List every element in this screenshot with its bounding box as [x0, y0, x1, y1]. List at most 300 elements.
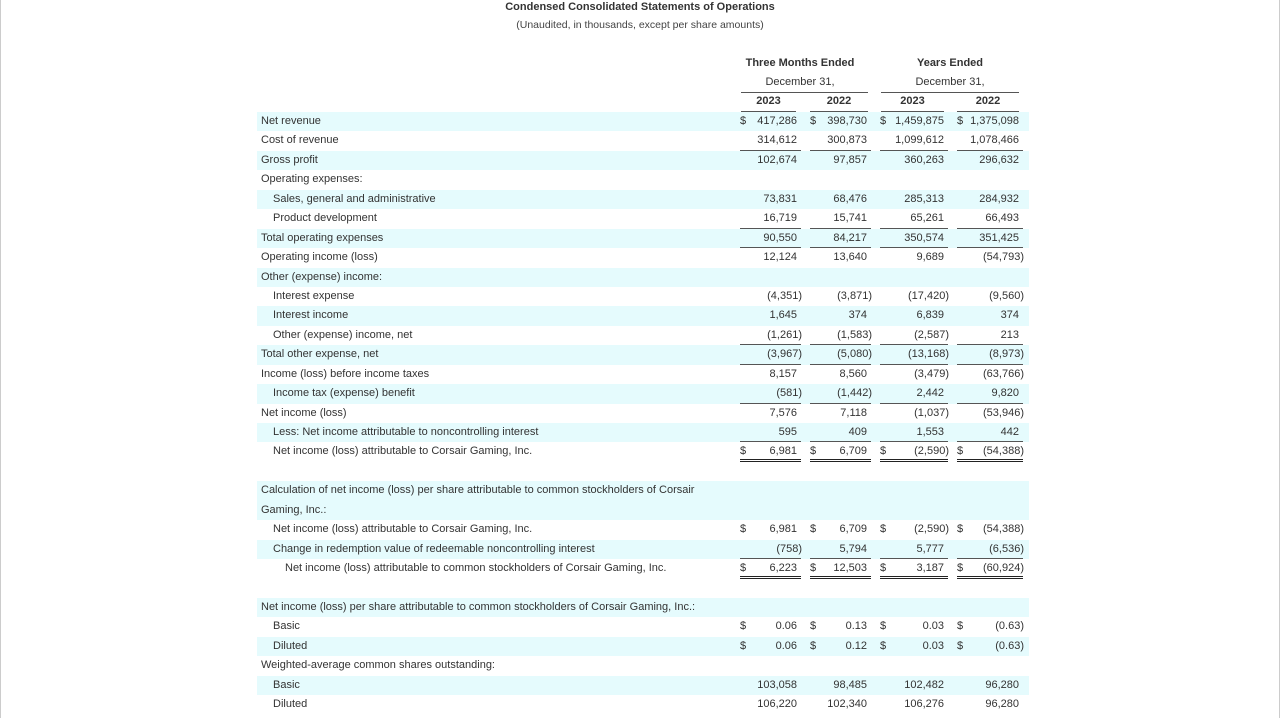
currency-symbol: $	[957, 523, 964, 536]
cell-content	[740, 345, 801, 364]
value-cell	[735, 598, 805, 617]
cell-value: 3,187	[916, 562, 944, 575]
cell-value: 7,118	[840, 406, 867, 419]
currency-symbol: $	[880, 639, 887, 652]
cell-value: 296,632	[979, 153, 1019, 166]
value-cell	[735, 345, 805, 364]
value-cell	[735, 287, 805, 306]
value-cell	[952, 656, 1027, 675]
cell-value: 9,689	[916, 251, 944, 264]
value-cell	[875, 209, 952, 228]
cell-content	[880, 345, 948, 364]
row-label: Gross profit	[261, 153, 318, 166]
cell-content	[957, 248, 1023, 267]
value-cell	[952, 326, 1027, 345]
table-row	[257, 598, 1029, 617]
table-row	[257, 540, 1029, 559]
cell-content	[740, 151, 801, 170]
row-label: Income (loss) before income taxes	[261, 367, 430, 380]
statement-table	[257, 112, 1029, 715]
cell-content	[740, 442, 801, 461]
cell-content	[740, 676, 801, 695]
value-cell	[805, 520, 875, 539]
value-cell	[805, 579, 875, 598]
currency-symbol: $	[880, 445, 887, 458]
cell-content	[810, 131, 871, 150]
row-label: Total operating expenses	[261, 231, 384, 244]
three-months-date: December 31,	[765, 76, 835, 88]
value-cell	[805, 248, 875, 267]
value-cell	[735, 306, 805, 325]
cell-content	[880, 384, 948, 403]
cell-content	[880, 151, 948, 170]
cell-value: (3,871)	[837, 289, 872, 302]
table-row	[257, 287, 1029, 306]
cell-value: 90,550	[763, 231, 797, 244]
value-cell	[875, 112, 952, 131]
cell-value: 68,476	[833, 192, 867, 205]
value-cell	[805, 481, 875, 520]
cell-value: 442	[1000, 426, 1019, 438]
cell-value: (2,590)	[914, 445, 949, 458]
table-row	[257, 112, 1029, 131]
cell-content	[957, 287, 1023, 306]
cell-content	[957, 559, 1023, 578]
row-label: Net income (loss)	[261, 406, 347, 419]
cell-content	[740, 404, 801, 423]
cell-content	[810, 345, 871, 364]
cell-content	[810, 559, 871, 578]
cell-value: (2,587)	[914, 328, 949, 341]
value-cell	[875, 170, 952, 189]
table-row	[257, 131, 1029, 150]
cell-value: 96,280	[985, 698, 1019, 711]
cell-value: 5,777	[916, 542, 944, 555]
value-cell	[805, 112, 875, 131]
cell-content	[740, 423, 801, 442]
value-cell	[805, 637, 875, 656]
value-cell	[735, 190, 805, 209]
row-label: Operating income (loss)	[261, 251, 378, 264]
cell-value: 103,058	[757, 678, 797, 691]
cell-content	[957, 306, 1023, 325]
cell-content	[880, 442, 948, 461]
table-row	[257, 462, 1029, 481]
value-cell	[805, 229, 875, 248]
value-cell	[875, 268, 952, 287]
value-cell	[805, 190, 875, 209]
cell-content	[957, 209, 1023, 228]
table-row	[257, 617, 1029, 636]
cell-value: (3,479)	[914, 367, 949, 380]
year-col-1: 2023	[756, 95, 781, 107]
header-rule	[741, 92, 868, 93]
cell-content	[957, 131, 1023, 150]
value-cell	[735, 637, 805, 656]
cell-value: 284,932	[979, 192, 1019, 205]
value-cell	[952, 151, 1027, 170]
value-cell	[735, 481, 805, 520]
cell-content	[880, 287, 948, 306]
currency-symbol: $	[810, 620, 817, 633]
value-cell	[805, 442, 875, 461]
value-cell	[875, 520, 952, 539]
currency-symbol: $	[957, 115, 964, 127]
cell-value: 1,375,098	[970, 115, 1019, 127]
cell-value: 360,263	[904, 153, 944, 166]
cell-content	[740, 540, 801, 559]
cell-value: 13,640	[833, 251, 867, 264]
currency-symbol: $	[880, 620, 887, 633]
cell-value: 0.06	[775, 620, 797, 633]
cell-value: (54,793)	[983, 251, 1024, 264]
value-cell	[952, 637, 1027, 656]
currency-symbol: $	[957, 445, 964, 458]
value-cell	[952, 423, 1027, 442]
years-date: December 31,	[915, 76, 985, 88]
value-cell	[875, 481, 952, 520]
cell-content	[810, 190, 871, 209]
cell-value: 213	[1000, 328, 1019, 341]
table-row	[257, 423, 1029, 442]
cell-content	[740, 229, 801, 248]
cell-content	[957, 365, 1023, 384]
value-cell	[805, 306, 875, 325]
value-cell	[952, 170, 1027, 189]
value-cell	[952, 617, 1027, 636]
currency-symbol: $	[740, 445, 747, 458]
cell-value: (60,924)	[983, 562, 1024, 575]
value-cell	[735, 209, 805, 228]
value-cell	[735, 695, 805, 714]
value-cell	[735, 248, 805, 267]
cell-value: 1,459,875	[895, 115, 944, 127]
cell-value: 6,839	[916, 309, 944, 322]
table-row	[257, 384, 1029, 403]
cell-content	[810, 287, 871, 306]
value-cell	[735, 442, 805, 461]
cell-value: 0.12	[845, 639, 867, 652]
year-col-2: 2022	[826, 95, 852, 107]
value-cell	[952, 559, 1027, 578]
cell-value: (8,973)	[989, 348, 1024, 361]
value-cell	[805, 404, 875, 423]
value-cell	[805, 540, 875, 559]
cell-value: 2,442	[916, 387, 944, 400]
value-cell	[805, 695, 875, 714]
cell-value: (3,967)	[767, 348, 802, 361]
cell-value: 417,286	[757, 115, 797, 127]
cell-value: 106,276	[904, 698, 944, 711]
currency-symbol: $	[740, 639, 747, 652]
value-cell	[735, 404, 805, 423]
row-label: Net revenue	[261, 115, 321, 127]
cell-value: 7,576	[769, 406, 797, 419]
cell-content	[810, 676, 871, 695]
value-cell	[735, 656, 805, 675]
cell-content	[880, 559, 948, 578]
cell-content	[740, 248, 801, 267]
cell-value: 1,099,612	[895, 134, 944, 147]
currency-symbol: $	[957, 639, 964, 652]
cell-content	[957, 423, 1023, 442]
table-row	[257, 481, 1029, 520]
value-cell	[805, 598, 875, 617]
cell-content	[810, 112, 871, 131]
value-cell	[875, 676, 952, 695]
cell-value: 374	[1000, 309, 1019, 322]
value-cell	[952, 268, 1027, 287]
value-cell	[952, 190, 1027, 209]
cell-value: (54,388)	[983, 523, 1024, 536]
value-cell	[952, 248, 1027, 267]
cell-value: 1,645	[769, 309, 797, 322]
value-cell	[805, 287, 875, 306]
value-cell	[735, 423, 805, 442]
cell-content	[880, 423, 948, 442]
cell-content	[740, 326, 801, 345]
cell-value: 595	[778, 426, 797, 438]
table-row	[257, 190, 1029, 209]
value-cell	[952, 404, 1027, 423]
cell-content	[880, 617, 948, 636]
row-label: Income tax (expense) benefit	[273, 387, 415, 400]
cell-value: (5,080)	[837, 348, 872, 361]
row-label: Change in redemption value of redeemable noncontrolling interest	[273, 542, 595, 555]
row-label: Other (expense) income, net	[273, 328, 413, 341]
cell-value: (13,168)	[908, 348, 949, 361]
cell-value: (9,560)	[989, 289, 1024, 302]
value-cell	[805, 423, 875, 442]
cell-content	[740, 637, 801, 656]
years-header: Years Ended	[916, 57, 984, 69]
cell-value: (758)	[776, 542, 802, 555]
cell-value: 314,612	[757, 134, 797, 147]
currency-symbol: $	[957, 562, 964, 575]
cell-content	[880, 306, 948, 325]
value-cell	[875, 384, 952, 403]
cell-content	[880, 248, 948, 267]
cell-value: 96,280	[985, 678, 1019, 691]
cell-content	[880, 695, 948, 714]
cell-value: 1,078,466	[970, 134, 1019, 147]
value-cell	[875, 229, 952, 248]
cell-content	[957, 540, 1023, 559]
cell-value: 0.03	[922, 639, 944, 652]
three-months-header: Three Months Ended	[745, 57, 855, 69]
cell-value: 0.06	[775, 639, 797, 652]
cell-value: (6,536)	[989, 542, 1024, 555]
cell-content	[880, 540, 948, 559]
cell-value: 66,493	[985, 212, 1019, 225]
value-cell	[875, 423, 952, 442]
currency-symbol: $	[810, 639, 817, 652]
cell-content	[740, 287, 801, 306]
cell-value: (54,388)	[983, 445, 1024, 458]
cell-content	[957, 637, 1023, 656]
row-label: Interest income	[273, 309, 349, 322]
currency-symbol: $	[740, 523, 747, 536]
value-cell	[875, 442, 952, 461]
value-cell	[805, 462, 875, 481]
cell-value: (0.63)	[995, 639, 1024, 652]
cell-value: 6,709	[839, 523, 867, 536]
cell-value: 8,157	[769, 367, 797, 380]
cell-content	[957, 695, 1023, 714]
value-cell	[952, 384, 1027, 403]
year-col-4: 2022	[975, 95, 1001, 107]
cell-content	[810, 695, 871, 714]
currency-symbol: $	[810, 115, 817, 127]
row-label: Calculation of net income (loss) per share attributable to common stockholders of Corsair Gaming, Inc.:	[261, 484, 695, 516]
table-row	[257, 579, 1029, 598]
cell-content	[810, 151, 871, 170]
value-cell	[735, 131, 805, 150]
cell-content	[880, 131, 948, 150]
value-cell	[875, 151, 952, 170]
value-cell	[875, 326, 952, 345]
cell-content	[880, 676, 948, 695]
cell-value: 98,485	[833, 678, 867, 691]
value-cell	[875, 617, 952, 636]
row-label	[257, 579, 735, 598]
value-cell	[952, 579, 1027, 598]
currency-symbol: $	[740, 115, 747, 127]
statement-subtitle: (Unaudited, in thousands, except per share amounts)	[516, 19, 764, 31]
row-label: Other (expense) income:	[261, 270, 383, 283]
currency-symbol: $	[740, 620, 747, 633]
row-label: Net income (loss) attributable to Corsair Gaming, Inc.	[273, 523, 533, 536]
cell-value: (1,442)	[837, 387, 872, 400]
value-cell	[735, 170, 805, 189]
cell-content	[957, 345, 1023, 364]
table-row	[257, 209, 1029, 228]
value-cell	[735, 151, 805, 170]
value-cell	[875, 540, 952, 559]
table-row	[257, 656, 1029, 675]
cell-content	[810, 520, 871, 539]
currency-symbol: $	[880, 523, 887, 536]
row-label: Diluted	[273, 698, 308, 711]
cell-content	[810, 384, 871, 403]
row-label: Net income (loss) attributable to common stockholders of Corsair Gaming, Inc.	[285, 562, 667, 575]
cell-value: 97,857	[833, 153, 867, 166]
value-cell	[952, 131, 1027, 150]
value-cell	[735, 268, 805, 287]
value-cell	[952, 676, 1027, 695]
cell-content	[880, 229, 948, 248]
cell-content	[880, 404, 948, 423]
cell-content	[810, 365, 871, 384]
value-cell	[805, 345, 875, 364]
row-label: Interest expense	[273, 289, 355, 302]
header-rule	[881, 92, 1019, 93]
value-cell	[805, 656, 875, 675]
cell-value: 409	[848, 426, 867, 438]
cell-value: 16,719	[763, 212, 797, 225]
value-cell	[875, 462, 952, 481]
value-cell	[952, 306, 1027, 325]
cell-content	[957, 520, 1023, 539]
value-cell	[735, 365, 805, 384]
value-cell	[805, 676, 875, 695]
cell-content	[810, 306, 871, 325]
table-row	[257, 695, 1029, 714]
cell-value: (2,590)	[914, 523, 949, 536]
cell-content	[740, 559, 801, 578]
value-cell	[805, 559, 875, 578]
table-row	[257, 345, 1029, 364]
cell-value: 84,217	[833, 231, 867, 244]
value-cell	[805, 384, 875, 403]
currency-symbol: $	[740, 562, 747, 575]
value-cell	[952, 462, 1027, 481]
cell-content	[740, 617, 801, 636]
currency-symbol: $	[810, 445, 817, 458]
cell-content	[880, 326, 948, 345]
cell-content	[957, 404, 1023, 423]
value-cell	[875, 656, 952, 675]
value-cell	[875, 287, 952, 306]
cell-content	[740, 112, 801, 131]
cell-value: (0.63)	[995, 620, 1024, 633]
value-cell	[805, 365, 875, 384]
row-label: Diluted	[273, 639, 308, 652]
value-cell	[735, 559, 805, 578]
row-label: Net income (loss) attributable to Corsair Gaming, Inc.	[273, 445, 533, 458]
cell-content	[810, 248, 871, 267]
row-label: Product development	[273, 212, 377, 225]
cell-content	[957, 326, 1023, 345]
value-cell	[952, 695, 1027, 714]
table-row	[257, 365, 1029, 384]
cell-content	[880, 365, 948, 384]
cell-content	[880, 112, 948, 131]
value-cell	[952, 365, 1027, 384]
year-col-3: 2023	[900, 95, 925, 107]
cell-value: 9,820	[991, 387, 1019, 400]
value-cell	[735, 462, 805, 481]
cell-value: 285,313	[904, 192, 944, 205]
cell-value: 102,674	[757, 153, 797, 166]
cell-value: 6,709	[839, 445, 867, 458]
table-row	[257, 268, 1029, 287]
value-cell	[875, 404, 952, 423]
value-cell	[805, 617, 875, 636]
value-cell	[875, 598, 952, 617]
cell-content	[810, 229, 871, 248]
row-label: Total other expense, net	[261, 348, 379, 361]
table-row	[257, 404, 1029, 423]
cell-value: 350,574	[904, 231, 944, 244]
cell-content	[810, 326, 871, 345]
cell-content	[740, 520, 801, 539]
cell-value: 351,425	[979, 231, 1019, 244]
value-cell	[875, 248, 952, 267]
value-cell	[875, 131, 952, 150]
cell-value: 0.03	[922, 620, 944, 633]
cell-content	[957, 112, 1023, 131]
row-label: Sales, general and administrative	[273, 192, 436, 205]
value-cell	[952, 442, 1027, 461]
cell-content	[740, 695, 801, 714]
value-cell	[735, 326, 805, 345]
cell-content	[957, 151, 1023, 170]
cell-value: (4,351)	[767, 289, 802, 302]
cell-value: (1,261)	[767, 328, 802, 341]
cell-content	[880, 190, 948, 209]
cell-content	[740, 190, 801, 209]
